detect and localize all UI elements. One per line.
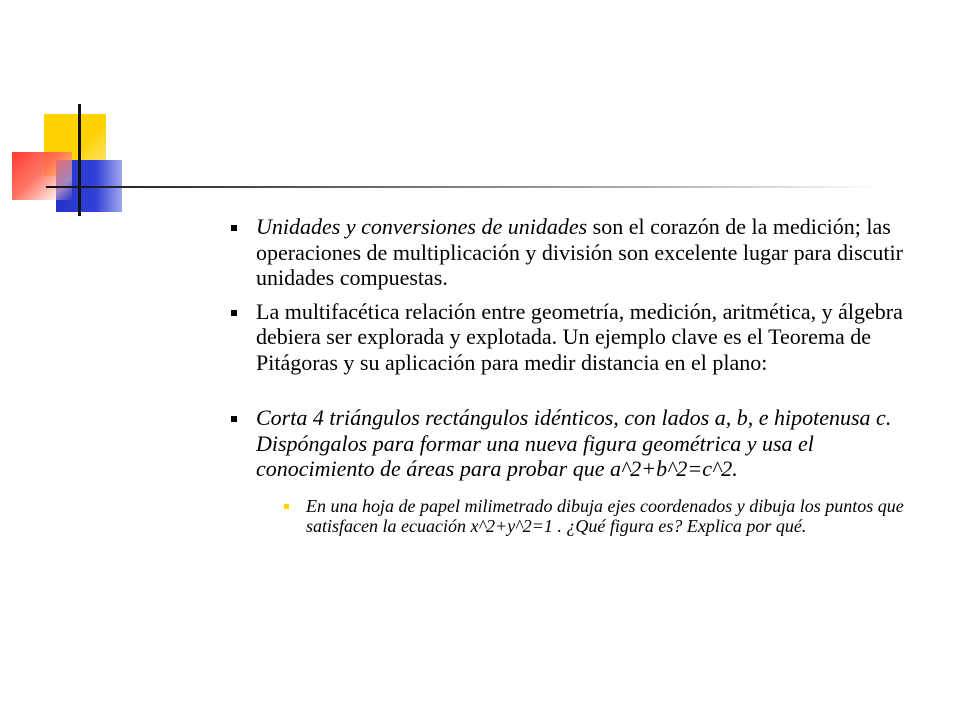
square-bullet-icon xyxy=(231,416,237,422)
bullet-text: Corta 4 triángulos rectángulos idénticos, con lados a, b, e hipotenusa c. Dispóngalos para formar una nueva figura geométrica y usa el conocimiento de áreas para probar que a^2+b^2=c^2. xyxy=(256,405,892,481)
horizontal-rule-decoration xyxy=(46,186,880,188)
red-square-decoration xyxy=(12,152,72,200)
bullet-emphasis: Unidades y conversiones de unidades xyxy=(256,214,588,239)
bullet-item-triangles xyxy=(228,405,918,482)
sub-bullet-text: En una hoja de papel milimetrado dibuja ejes coordenados y dibuja los puntos que satisfacen la ecuación x^2+y^2=1 . ¿Qué figura es? Explica por qué. xyxy=(306,495,904,536)
bullet-text: son el corazón de la medición; las operaciones de multiplicación y división son excelente lugar para discutir unidades compuestas. xyxy=(256,214,903,290)
vertical-rule-decoration xyxy=(78,104,81,216)
slide-body xyxy=(228,214,918,537)
bullet-item-units xyxy=(228,214,918,291)
bullet-text: La multifacética relación entre geometría, medición, aritmética, y álgebra debiera ser explorada y explotada. Un ejemplo clave es el Teorema de Pitágoras y su aplicación para medir distancia en el plano: xyxy=(256,298,903,375)
square-bullet-icon xyxy=(231,225,237,231)
bullet-item-geometry xyxy=(228,299,918,376)
sub-bullet-item-graph-paper xyxy=(284,496,918,537)
yellow-square-bullet-icon xyxy=(284,504,289,509)
square-bullet-icon xyxy=(231,310,237,316)
